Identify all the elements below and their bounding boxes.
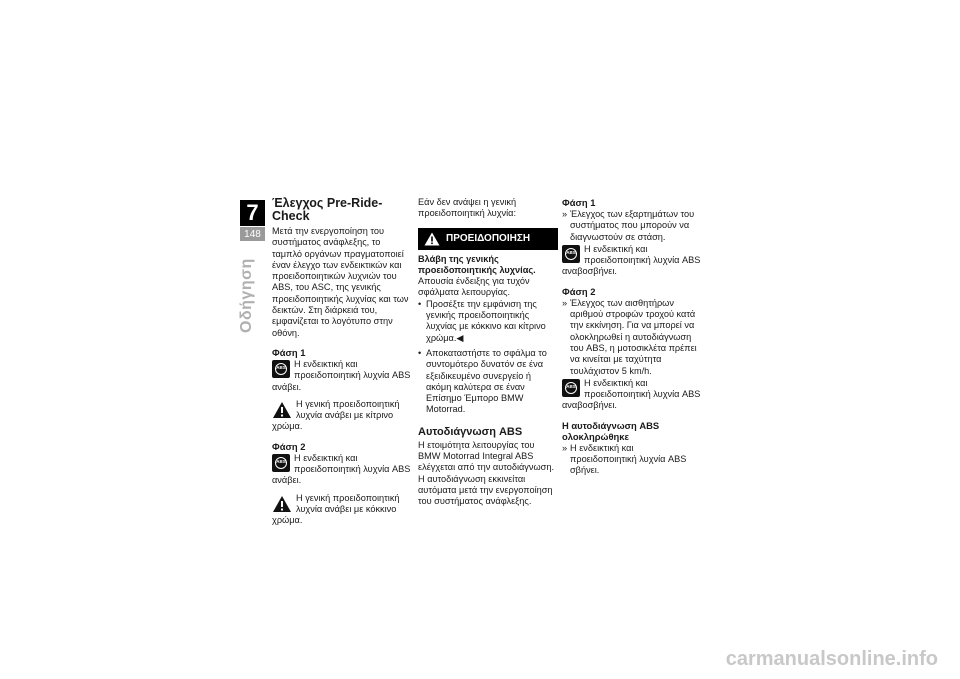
- phase1-abs-text: Η ενδεικτική και προειδοποιητική λυχνία ABS αναβοσβήνει.: [562, 243, 701, 277]
- warning-title: Βλάβη της γενικής προειδοποιητικής λυχνίας.: [418, 253, 536, 275]
- list-item: • Προσέξτε την εμφάνιση της γενικής προειδοποιητικής λυχνίας με κόκκινο και κίτρινο χρώμα.◀: [418, 299, 558, 344]
- phase1-general-text: Η γενική προειδοποιητική λυχνία ανάβει με κίτρινο χρώμα.: [272, 398, 400, 432]
- phase1-list: [562, 209, 702, 243]
- phase2-list: [562, 298, 702, 377]
- phase2-abs-row: [272, 453, 412, 487]
- done-list: [562, 443, 702, 477]
- watermark: carmanualsonline.info: [725, 648, 938, 670]
- column-1: [272, 197, 412, 527]
- warning-label: ΠΡΟΕΙΔΟΠΟΙΗΣΗ: [446, 232, 531, 244]
- list-item: » Έλεγχος των αισθητήρων αριθμού στροφών τροχού κατά την εκκίνηση. Για να μπορεί να ολοκληρωθεί η αυτοδιάγνωση του ABS, η μοτοσικλέτα πρέπει να κινείται με ταχύτητα τουλάχιστον 5 km/h.: [562, 298, 702, 377]
- abs-warning-icon: ABS: [272, 454, 290, 472]
- general-warning-triangle-icon: [272, 401, 292, 419]
- done-heading: Η αυτοδιάγνωση ABS ολοκληρώθηκε: [562, 419, 660, 442]
- phase2-heading: Φάση 2: [272, 440, 306, 452]
- abs-warning-icon: ABS: [562, 245, 580, 263]
- warning-bullets: [418, 299, 558, 416]
- page-number: 148: [240, 227, 265, 241]
- section-title: Έλεγχος Pre-Ride-Check: [272, 196, 383, 223]
- abs-warning-icon: ABS: [562, 379, 580, 397]
- section-label: Οδήγηση: [238, 258, 255, 333]
- abs-warning-icon: ABS: [272, 360, 290, 378]
- phase2-abs-row: [562, 378, 702, 412]
- list-item: » Έλεγχος των εξαρτημάτων του συστήματος που μπορούν να διαγνωστούν σε στάση.: [562, 209, 702, 243]
- phase1-heading: Φάση 1: [272, 346, 306, 358]
- phase2-abs-text: Η ενδεικτική και προειδοποιητική λυχνία ABS ανάβει.: [272, 452, 411, 486]
- general-warning-triangle-icon: [272, 495, 292, 513]
- phase1-abs-text: Η ενδεικτική και προειδοποιητική λυχνία ABS ανάβει.: [272, 358, 411, 392]
- warning-text: Απουσία ένδειξης για τυχόν σφάλματα λειτουργίας.: [418, 276, 530, 298]
- no-light-intro: Εάν δεν ανάψει η γενική προειδοποιητική λυχνία:: [418, 197, 517, 219]
- phase2-abs-text: Η ενδεικτική και προειδοποιητική λυχνία ABS αναβοσβήνει.: [562, 377, 701, 411]
- phase1-abs-row: [562, 244, 702, 278]
- column-3: [562, 197, 702, 477]
- phase1-general-row: [272, 399, 412, 433]
- list-item: • Αποκαταστήστε το σφάλμα το συντομότερο δυνατόν σε ένα εξειδικευμένο συνεργείο ή ακόμη καλύτερα σε έναν Επίσημο Έμπορο BMW Motorrad.: [418, 348, 558, 416]
- chapter-tab: 7: [240, 200, 265, 226]
- abs-selfdiag-text: Η ετοιμότητα λειτουργίας του BMW Motorrad Integral ABS ελέγχεται από την αυτοδιάγνωση. Η αυτοδιάγνωση εκκινείται αυτόματα μετά την ενεργοποίηση του συστήματος ανάφλεξης.: [418, 439, 555, 507]
- warning-banner: [418, 228, 558, 250]
- phase1-abs-row: [272, 359, 412, 393]
- phase1-heading: Φάση 1: [562, 197, 596, 208]
- phase2-general-text: Η γενική προειδοποιητική λυχνία ανάβει με κόκκινο χρώμα.: [272, 492, 400, 526]
- column-2: [418, 197, 558, 508]
- phase2-heading: Φάση 2: [562, 285, 596, 297]
- phase2-general-row: [272, 493, 412, 527]
- warning-triangle-icon: [424, 232, 440, 246]
- list-item: » Η ενδεικτική και προειδοποιητική λυχνία ABS σβήνει.: [562, 443, 702, 477]
- abs-selfdiag-heading: Αυτοδιάγνωση ABS: [418, 425, 523, 438]
- intro-paragraph: Μετά την ενεργοποίηση του συστήματος ανάφλεξης, το ταμπλό οργάνων πραγματοποιεί έναν έλεγχο των ενδεικτικών και προειδοποιητικών λυχνιών του ABS, του ASC, της γενικής προειδοποιητικής λυχνίας και των δεικτών. Στη διάρκειά του, εμφανίζεται το λογότυπο στην οθόνη.: [272, 226, 409, 338]
